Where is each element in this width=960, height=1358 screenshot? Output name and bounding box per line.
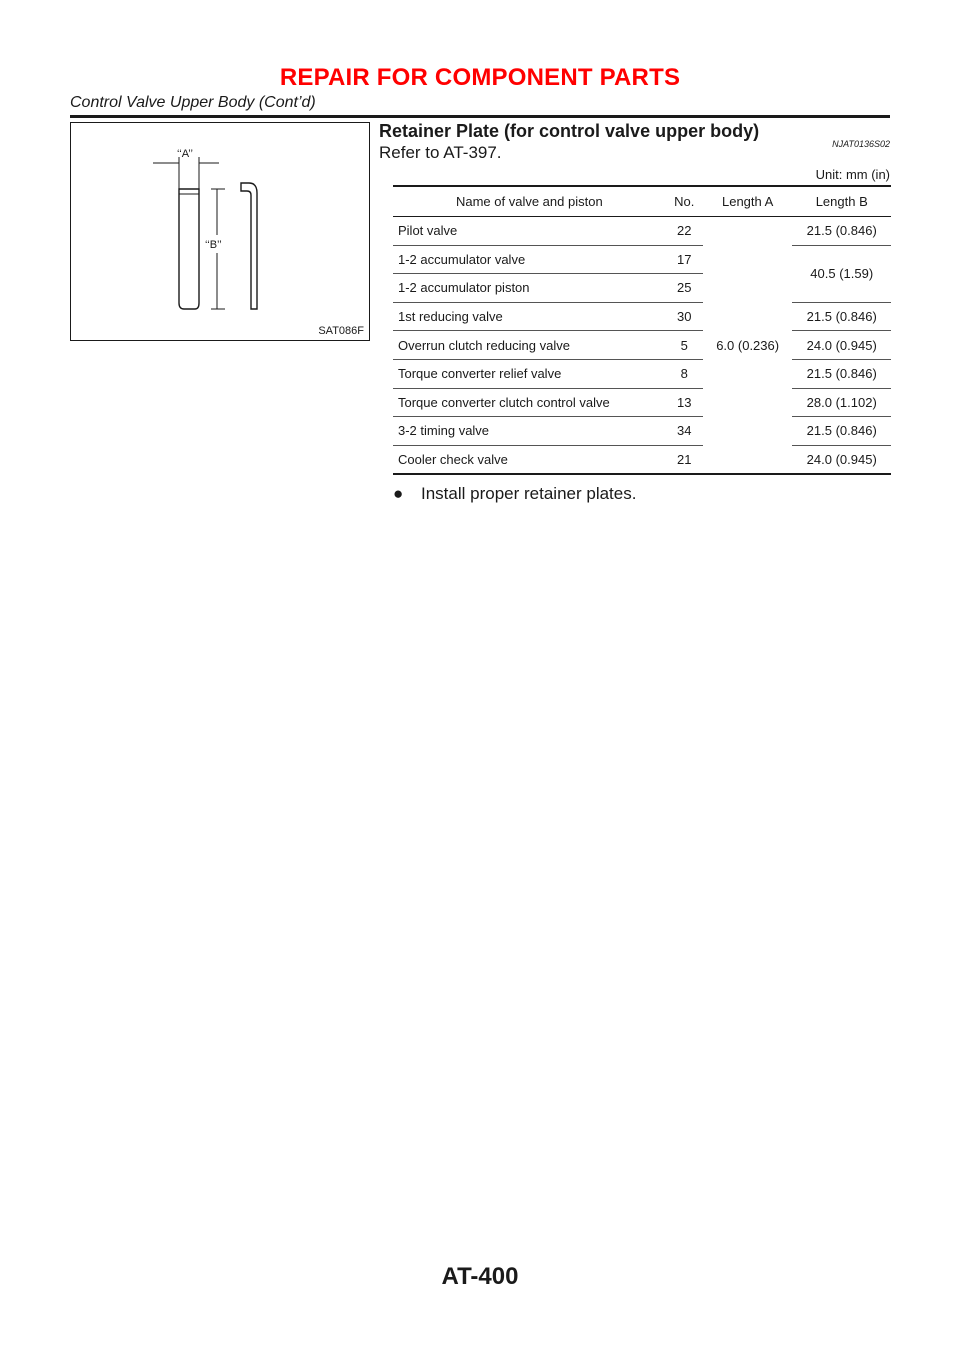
section-title: Retainer Plate (for control valve upper body) bbox=[379, 121, 760, 141]
figure-code: SAT086F bbox=[318, 325, 364, 337]
table-row bbox=[393, 331, 891, 360]
cell-name: 1-2 accumulator valve bbox=[393, 245, 666, 274]
section-code: NJAT0136S02 bbox=[832, 139, 890, 149]
cell-name: Torque converter relief valve bbox=[393, 359, 666, 388]
page-header-subtitle: Control Valve Upper Body (Cont’d) bbox=[70, 94, 316, 111]
plate-front-view bbox=[179, 189, 199, 309]
cell-no: 5 bbox=[666, 331, 703, 360]
cell-name: 1-2 accumulator piston bbox=[393, 274, 666, 303]
cell-name: Cooler check valve bbox=[393, 445, 666, 474]
cell-no: 13 bbox=[666, 388, 703, 417]
bullet-dot-icon: ● bbox=[393, 484, 404, 503]
header-name: Name of valve and piston bbox=[393, 186, 666, 217]
table-row bbox=[393, 217, 891, 246]
cell-name: 3-2 timing valve bbox=[393, 417, 666, 446]
cell-length-b: 21.5 (0.846) bbox=[792, 302, 891, 331]
table-row bbox=[393, 417, 891, 446]
cell-length-b: 40.5 (1.59) bbox=[792, 245, 891, 302]
table-row bbox=[393, 445, 891, 474]
header-divider bbox=[70, 115, 890, 118]
cell-name: Pilot valve bbox=[393, 217, 666, 246]
page-header-title: REPAIR FOR COMPONENT PARTS bbox=[279, 64, 681, 91]
retainer-plate-diagram bbox=[71, 123, 371, 342]
unit-label: Unit: mm (in) bbox=[815, 167, 890, 182]
cell-length-b: 28.0 (1.102) bbox=[792, 388, 891, 417]
cell-no: 8 bbox=[666, 359, 703, 388]
table-row bbox=[393, 245, 891, 274]
cell-length-b: 24.0 (0.945) bbox=[792, 331, 891, 360]
cell-length-b: 21.5 (0.846) bbox=[792, 359, 891, 388]
cell-length-a: 6.0 (0.236) bbox=[703, 217, 793, 475]
table-row bbox=[393, 302, 891, 331]
cell-name: Torque converter clutch control valve bbox=[393, 388, 666, 417]
cell-name: Overrun clutch reducing valve bbox=[393, 331, 666, 360]
cell-length-b: 21.5 (0.846) bbox=[792, 417, 891, 446]
cell-no: 34 bbox=[666, 417, 703, 446]
cell-no: 25 bbox=[666, 274, 703, 303]
cell-no: 30 bbox=[666, 302, 703, 331]
bullet-text: Install proper retainer plates. bbox=[421, 484, 637, 503]
table-header-row bbox=[393, 186, 891, 217]
table-row bbox=[393, 359, 891, 388]
cell-no: 21 bbox=[666, 445, 703, 474]
page-number: AT-400 bbox=[441, 1263, 519, 1290]
retainer-plate-table bbox=[393, 185, 891, 475]
cell-no: 17 bbox=[666, 245, 703, 274]
cell-name: 1st reducing valve bbox=[393, 302, 666, 331]
cell-length-b: 21.5 (0.846) bbox=[792, 217, 891, 246]
label-b: ‘‘B’’ bbox=[205, 239, 222, 251]
cell-no: 22 bbox=[666, 217, 703, 246]
retainer-plate-figure bbox=[70, 122, 370, 341]
plate-side-view bbox=[241, 183, 257, 309]
cell-length-b: 24.0 (0.945) bbox=[792, 445, 891, 474]
label-a: ‘‘A’’ bbox=[177, 148, 193, 160]
refer-text: Refer to AT-397. bbox=[379, 143, 502, 162]
header-length-a: Length A bbox=[703, 186, 793, 217]
header-length-b: Length B bbox=[792, 186, 891, 217]
header-no: No. bbox=[666, 186, 703, 217]
instruction-bullet bbox=[393, 484, 636, 504]
table-row bbox=[393, 388, 891, 417]
